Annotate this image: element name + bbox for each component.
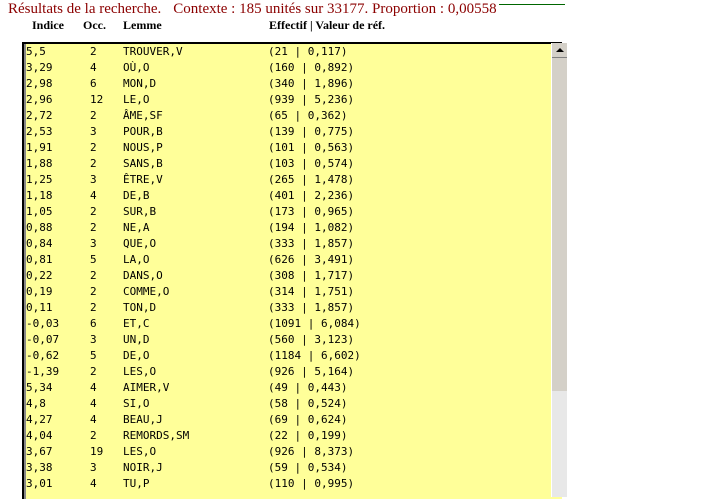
indice-cell: 0,19 xyxy=(26,285,53,298)
occ-cell: 5 xyxy=(90,253,97,266)
indice-cell: 5,34 xyxy=(26,381,53,394)
header-occ: Occ. xyxy=(83,18,106,32)
effectif-cell: (65 | 0,362) xyxy=(268,109,348,122)
lemme-cell: BEAU,J xyxy=(123,413,163,426)
scroll-up-icon[interactable] xyxy=(552,43,567,58)
vertical-scrollbar[interactable] xyxy=(551,43,567,497)
occ-cell: 2 xyxy=(90,205,97,218)
indice-cell: 3,01 xyxy=(26,477,53,490)
effectif-cell: (58 | 0,524) xyxy=(268,397,348,410)
indice-cell: 3,67 xyxy=(26,445,53,458)
effectif-cell: (333 | 1,857) xyxy=(268,301,355,314)
effectif-cell: (939 | 5,236) xyxy=(268,93,355,106)
occ-cell: 2 xyxy=(90,285,97,298)
occ-cell: 4 xyxy=(90,413,97,426)
occ-cell: 4 xyxy=(90,381,97,394)
indice-cell: 0,11 xyxy=(26,301,53,314)
effectif-cell: (59 | 0,534) xyxy=(268,461,348,474)
indice-cell: -1,39 xyxy=(26,365,60,378)
lemme-cell: DE,B xyxy=(123,189,150,202)
occ-cell: 3 xyxy=(90,173,97,186)
effectif-cell: (173 | 0,965) xyxy=(268,205,355,218)
indice-cell: 0,22 xyxy=(26,269,53,282)
lemme-cell: LES,O xyxy=(123,445,157,458)
lemme-cell: NE,A xyxy=(123,221,150,234)
lemme-cell: NOUS,P xyxy=(123,141,163,154)
occ-cell: 2 xyxy=(90,141,97,154)
lemme-cell: ÂME,SF xyxy=(123,109,163,122)
lemme-cell: LE,O xyxy=(123,93,150,106)
indice-cell: 3,29 xyxy=(26,61,53,74)
occ-cell: 6 xyxy=(90,317,97,330)
occ-cell: 3 xyxy=(90,125,97,138)
lemme-cell: DE,O xyxy=(123,349,150,362)
occ-cell: 12 xyxy=(90,93,104,106)
occ-cell: 3 xyxy=(90,237,97,250)
effectif-cell: (314 | 1,751) xyxy=(268,285,355,298)
indice-cell: -0,03 xyxy=(26,317,60,330)
occ-cell: 3 xyxy=(90,333,97,346)
occ-cell: 3 xyxy=(90,461,97,474)
indice-cell: 0,88 xyxy=(26,221,53,234)
effectif-cell: (22 | 0,199) xyxy=(268,429,348,442)
lemme-cell: REMORDS,SM xyxy=(123,429,190,442)
effectif-cell: (110 | 0,995) xyxy=(268,477,355,490)
effectif-cell: (103 | 0,574) xyxy=(268,157,355,170)
header-indice: Indice xyxy=(32,18,65,32)
lemme-cell: POUR,B xyxy=(123,125,163,138)
indice-cell: -0,62 xyxy=(26,349,60,362)
indice-cell: 5,5 xyxy=(26,45,46,58)
effectif-cell: (101 | 0,563) xyxy=(268,141,355,154)
indice-cell: 2,98 xyxy=(26,77,53,90)
lemme-cell: TROUVER,V xyxy=(123,45,183,58)
effectif-cell: (926 | 5,164) xyxy=(268,365,355,378)
results-title xyxy=(0,0,499,18)
indice-cell: 0,84 xyxy=(26,237,53,250)
occ-cell: 4 xyxy=(90,61,97,74)
effectif-cell: (560 | 3,123) xyxy=(268,333,355,346)
indice-cell: 1,88 xyxy=(26,157,53,170)
lemme-cell: NOIR,J xyxy=(123,461,163,474)
occ-cell: 6 xyxy=(90,77,97,90)
effectif-cell: (139 | 0,775) xyxy=(268,125,355,138)
occ-cell: 2 xyxy=(90,45,97,58)
lemme-cell: ET,C xyxy=(123,317,150,330)
indice-cell: 1,05 xyxy=(26,205,53,218)
lemme-cell: LES,O xyxy=(123,365,157,378)
effectif-cell: (69 | 0,624) xyxy=(268,413,348,426)
occ-cell: 2 xyxy=(90,157,97,170)
effectif-cell: (265 | 1,478) xyxy=(268,173,355,186)
occ-cell: 5 xyxy=(90,349,97,362)
header-effectif: Effectif | Valeur de réf. xyxy=(269,18,386,32)
scrollbar-track[interactable] xyxy=(552,391,567,497)
effectif-cell: (49 | 0,443) xyxy=(268,381,348,394)
lemme-cell: SUR,B xyxy=(123,205,157,218)
lemme-cell: DANS,O xyxy=(123,269,163,282)
results-title-label: Résultats de la recherche. xyxy=(8,1,162,17)
indice-cell: 0,81 xyxy=(26,253,53,266)
lemme-cell: LA,O xyxy=(123,253,150,266)
lemme-cell: MON,D xyxy=(123,77,157,90)
effectif-cell: (926 | 8,373) xyxy=(268,445,355,458)
lemme-cell: ÊTRE,V xyxy=(123,173,163,186)
effectif-cell: (21 | 0,117) xyxy=(268,45,348,58)
indice-cell: 1,18 xyxy=(26,189,53,202)
lemme-cell: AIMER,V xyxy=(123,381,170,394)
lemme-cell: UN,D xyxy=(123,333,150,346)
indice-cell: 2,72 xyxy=(26,109,53,122)
occ-cell: 2 xyxy=(90,365,97,378)
header-lemme: Lemme xyxy=(123,18,162,32)
occ-cell: 2 xyxy=(90,429,97,442)
occ-cell: 2 xyxy=(90,109,97,122)
effectif-cell: (194 | 1,082) xyxy=(268,221,355,234)
lemme-cell: TON,D xyxy=(123,301,157,314)
indice-cell: 4,27 xyxy=(26,413,53,426)
occ-cell: 2 xyxy=(90,301,97,314)
effectif-cell: (626 | 3,491) xyxy=(268,253,355,266)
lemme-cell: SANS,B xyxy=(123,157,163,170)
indice-cell: 2,96 xyxy=(26,93,53,106)
occ-cell: 2 xyxy=(90,221,97,234)
indice-cell: 4,8 xyxy=(26,397,46,410)
indice-cell: 4,04 xyxy=(26,429,53,442)
effectif-cell: (160 | 0,892) xyxy=(268,61,355,74)
indice-cell: 3,38 xyxy=(26,461,53,474)
indice-cell: -0,07 xyxy=(26,333,60,346)
indice-cell: 1,25 xyxy=(26,173,53,186)
indice-cell: 1,91 xyxy=(26,141,53,154)
effectif-cell: (308 | 1,717) xyxy=(268,269,355,282)
indice-cell: 2,53 xyxy=(26,125,53,138)
effectif-cell: (340 | 1,896) xyxy=(268,77,355,90)
lemme-cell: COMME,O xyxy=(123,285,170,298)
effectif-cell: (1091 | 6,084) xyxy=(268,317,361,330)
effectif-cell: (333 | 1,857) xyxy=(268,237,355,250)
lemme-cell: OÙ,O xyxy=(123,61,150,74)
occ-cell: 19 xyxy=(90,445,104,458)
context-summary: Contexte : 185 unités sur 33177. Proportion : 0,00558 xyxy=(173,1,497,17)
lemme-cell: SI,O xyxy=(123,397,150,410)
lemme-cell: QUE,O xyxy=(123,237,157,250)
occ-cell: 4 xyxy=(90,189,97,202)
occ-cell: 4 xyxy=(90,477,97,490)
occ-cell: 4 xyxy=(90,397,97,410)
effectif-cell: (1184 | 6,602) xyxy=(268,349,361,362)
effectif-cell: (401 | 2,236) xyxy=(268,189,355,202)
occ-cell: 2 xyxy=(90,269,97,282)
lemme-cell: TU,P xyxy=(123,477,150,490)
